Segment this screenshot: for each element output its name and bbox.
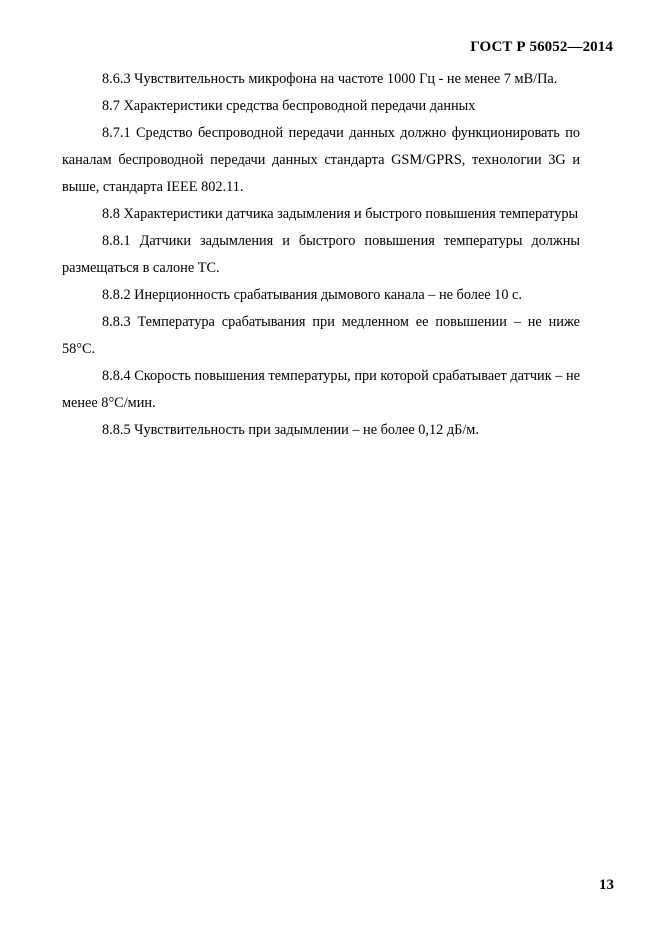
document-body	[62, 66, 580, 444]
paragraph-8-8-4: 8.8.4 Скорость повышения температуры, при которой срабатывает датчик – не менее 8°С/мин.	[62, 368, 580, 411]
paragraph-8-8-5: 8.8.5 Чувствительность при задымлении – не более 0,12 дБ/м.	[102, 422, 479, 438]
paragraph-8-6-3: 8.6.3 Чувствительность микрофона на частоте 1000 Гц - не менее 7 мВ/Па.	[102, 71, 558, 87]
page-number: 13	[599, 877, 614, 893]
paragraph-8-8-1: 8.8.1 Датчики задымления и быстрого повышения температуры должны размещаться в салоне ТС.	[62, 233, 580, 276]
paragraph-8-8-2: 8.8.2 Инерционность срабатывания дымового канала – не более 10 с.	[102, 287, 522, 303]
heading-8-8: 8.8 Характеристики датчика задымления и быстрого повышения температуры	[102, 206, 579, 222]
paragraph-8-7-1: 8.7.1 Средство беспроводной передачи данных должно функционировать по каналам беспроводной передачи данных стандарта GSM/GPRS, технологии 3G и выше, стандарта IEEE 802.11.	[62, 125, 580, 195]
heading-8-7: 8.7 Характеристики средства беспроводной передачи данных	[102, 98, 476, 114]
paragraph-8-8-3: 8.8.3 Температура срабатывания при медленном ее повышении – не ниже 58°С.	[62, 314, 580, 357]
standard-header: ГОСТ Р 56052—2014	[470, 39, 613, 55]
